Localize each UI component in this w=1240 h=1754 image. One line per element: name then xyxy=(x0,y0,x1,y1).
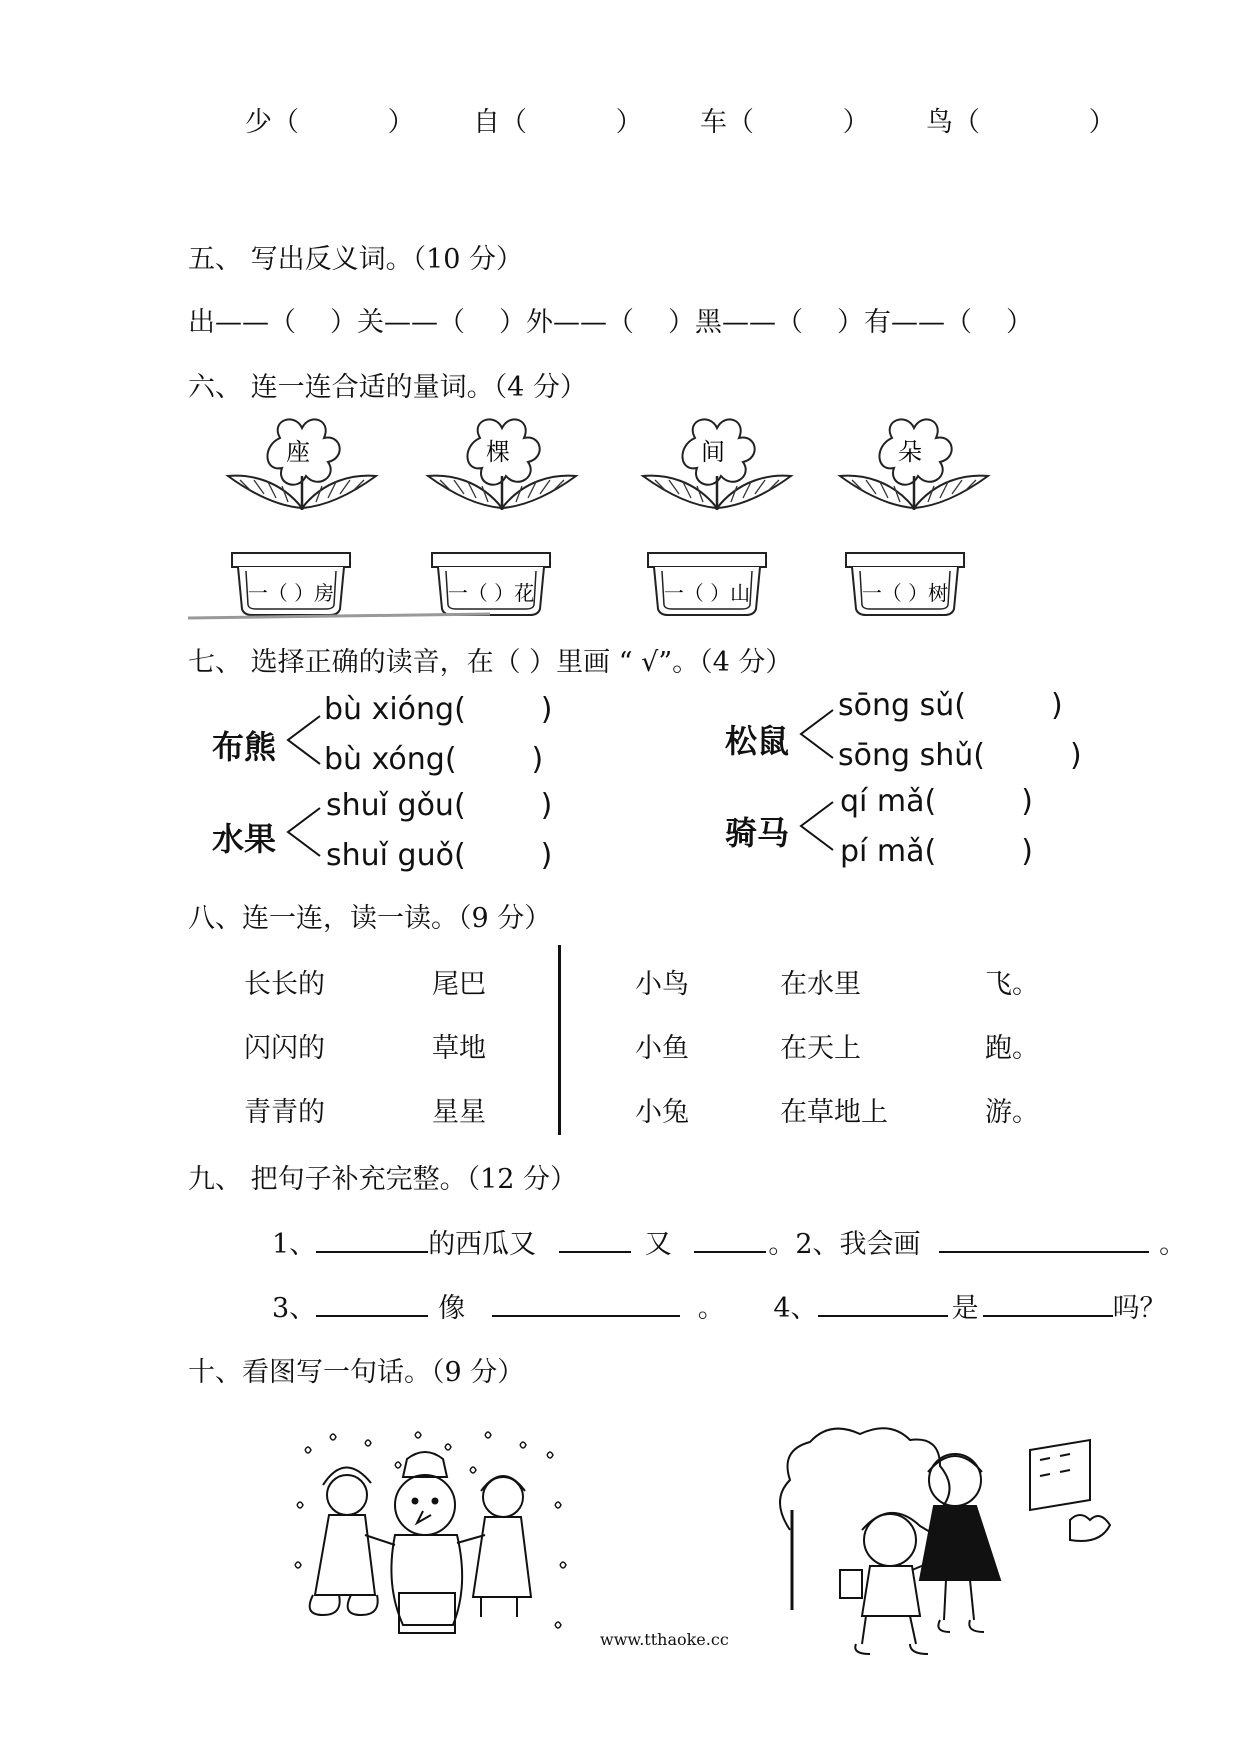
antonym-row xyxy=(188,300,1033,339)
blank-7[interactable] xyxy=(818,1289,948,1317)
pinyin-3a[interactable]: shuǐ gǒu( ) xyxy=(326,788,553,823)
pot-1-label: 一（ ）房 xyxy=(247,581,335,605)
blank-3[interactable] xyxy=(694,1225,766,1253)
section-5-title: 五、 写出反义词。（10 分） xyxy=(188,244,524,275)
pinyin-2b[interactable]: sōng shǔ( ) xyxy=(838,738,1082,773)
s8-left-b-3[interactable]: 星星 xyxy=(432,1097,486,1128)
word-songshu: 松鼠 xyxy=(725,722,790,760)
antonym-end: ） xyxy=(1006,307,1033,338)
word-qima: 骑马 xyxy=(725,814,790,852)
row1-item-2: 自（ ） xyxy=(473,107,643,138)
pot-4-label: 一（ ）树 xyxy=(861,581,949,605)
pinyin-4b[interactable]: pí mǎ( ) xyxy=(840,834,1033,869)
s8-left-b-1[interactable]: 尾巴 xyxy=(432,969,486,1000)
s8-right-b-2[interactable]: 在天上 xyxy=(780,1033,861,1064)
bracket-1 xyxy=(284,710,324,770)
bracket-4 xyxy=(797,796,837,856)
sentence-line-1: 1、 的西瓜又 又 。2、我会画 。 xyxy=(272,1222,1186,1261)
pinyin-4a[interactable]: qí mǎ( ) xyxy=(840,784,1033,819)
s8-right-a-2[interactable]: 小鱼 xyxy=(635,1033,689,1064)
section-8-title: 八、连一连，读一读。（9 分） xyxy=(188,903,552,934)
s8-left-b-2[interactable]: 草地 xyxy=(432,1033,486,1064)
bracket-2 xyxy=(797,704,837,764)
pinyin-2a[interactable]: sōng sǔ( ) xyxy=(838,688,1063,723)
section-8-divider xyxy=(558,945,561,1135)
s8-left-a-2[interactable]: 闪闪的 xyxy=(244,1033,325,1064)
s8-right-b-3[interactable]: 在草地上 xyxy=(780,1097,888,1128)
s8-right-c-2[interactable]: 跑。 xyxy=(985,1033,1039,1064)
blank-8[interactable] xyxy=(983,1289,1113,1317)
bracket-3 xyxy=(284,802,324,862)
section-9-title: 九、 把句子补充完整。（12 分） xyxy=(188,1164,578,1195)
s8-right-a-1[interactable]: 小鸟 xyxy=(635,969,689,1000)
pinyin-1a[interactable]: bù xióng( ) xyxy=(324,692,553,727)
section-10-title: 十、看图写一句话。（9 分） xyxy=(188,1357,525,1388)
blank-5[interactable] xyxy=(316,1289,428,1317)
s8-right-a-3[interactable]: 小兔 xyxy=(635,1097,689,1128)
walking-kids-picture xyxy=(770,1420,1130,1660)
snowman-picture xyxy=(285,1425,575,1645)
antonym-3: ）外——（ xyxy=(499,307,634,338)
flower-4-label: 朵 xyxy=(898,438,922,466)
antonym-5: ）有——（ xyxy=(837,307,972,338)
s8-right-c-3[interactable]: 游。 xyxy=(985,1097,1039,1128)
section-6-title: 六、 连一连合适的量词。（4 分） xyxy=(188,372,587,403)
blank-4[interactable] xyxy=(939,1225,1149,1253)
pot-2-label: 一（ ）花 xyxy=(447,581,535,605)
flower-2-label: 棵 xyxy=(486,438,510,466)
section-7-title: 七、 选择正确的读音，在（ ）里画 “ √”。（4 分） xyxy=(188,647,793,678)
blank-6[interactable] xyxy=(492,1289,680,1317)
antonym-2: ）关——（ xyxy=(330,307,465,338)
scan-artifact-line xyxy=(188,614,490,618)
pot-3-label: 一（ ）山 xyxy=(663,581,751,605)
s8-right-b-1[interactable]: 在水里 xyxy=(780,969,861,1000)
pinyin-1b[interactable]: bù xóng( ) xyxy=(324,742,544,777)
flower-3-label: 间 xyxy=(701,438,725,466)
s8-right-c-1[interactable]: 飞。 xyxy=(985,969,1039,1000)
word-shuiguo: 水果 xyxy=(212,820,277,858)
pinyin-3b[interactable]: shuǐ guǒ( ) xyxy=(326,838,553,873)
word-buxiong: 布熊 xyxy=(212,728,277,766)
s8-left-a-1[interactable]: 长长的 xyxy=(244,969,325,1000)
row1-item-4: 鸟（ ） xyxy=(926,107,1116,138)
row1-item-1: 少（ ） xyxy=(245,107,415,138)
sentence-line-2: 3、 像 。 4、 是 吗？ xyxy=(272,1286,1167,1325)
watermark: www.tthaoke.cc xyxy=(600,1630,729,1649)
s8-left-a-3[interactable]: 青青的 xyxy=(244,1097,325,1128)
blank-2[interactable] xyxy=(559,1225,631,1253)
blank-1[interactable] xyxy=(316,1225,428,1253)
measure-word-figure xyxy=(180,408,1020,628)
antonym-1: 出——（ xyxy=(188,307,296,338)
flower-1-label: 座 xyxy=(286,438,310,466)
antonym-4: ）黑——（ xyxy=(668,307,803,338)
row1-item-3: 车（ ） xyxy=(700,107,870,138)
